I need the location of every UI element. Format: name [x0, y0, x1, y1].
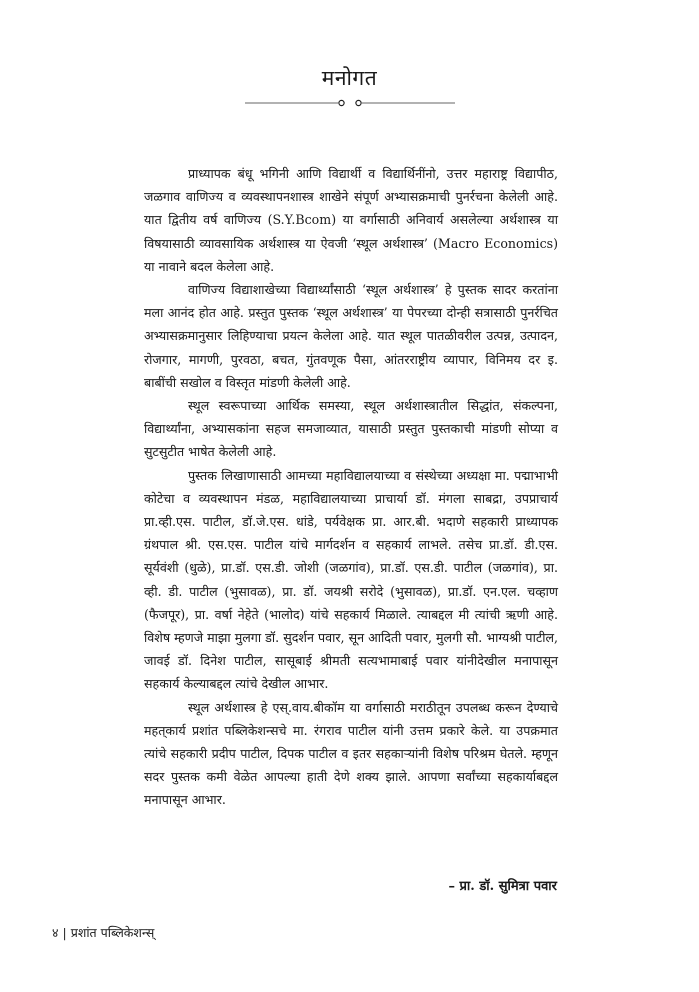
footer-separator: |	[62, 925, 67, 940]
paragraph-3: स्थूल स्वरूपाच्या आर्थिक समस्या, स्थूल अर्थशास्त्रातील सिद्धांत, संकल्पना, विद्यार्थ्यांना, अभ्यासकांना सहज समजाव्यात, यासाठी प्रस्तुत पुस्तकाची मांडणी सोप्या व सुटसुटीत भाषेत केलेली आहे.	[144, 398, 558, 460]
paragraph-5: स्थूल अर्थशास्त्र हे एस्.वाय.बीकॉम या वर्गासाठी मराठीतून उपलब्ध करून देण्याचे महत्‌कार्य प्रशांत पब्लिकेशन्सचे मा. रंगराव पाटील यांनी उत्तम प्रकारे केले. या उपक्रमात त्यांचे सहकारी प्रदीप पाटील, दिपक पाटील व इतर सहकाऱ्यांनी विशेष परिश्रम घेतले. म्हणून सदर पुस्तक कमी वेळेत आपल्या हाती देणे शक्य झाले. आपणा सर्वांच्या सहकार्याबद्दल मनापासून आभार.	[144, 699, 558, 808]
preface-body	[144, 162, 558, 812]
page-title: मनोगत	[321, 66, 378, 90]
page-footer	[52, 924, 154, 941]
paragraph-4: पुस्तक लिखाणासाठी आमच्या महाविद्यालयाच्या व संस्थेच्या अध्यक्षा मा. पद्माभाभी कोटेचा व व्यवस्थापन मंडळ, महाविद्यालयाच्या प्राचार्या डॉ. मंगला साबद्रा, उपप्राचार्य प्रा.व्ही.एस. पाटील, डॉ.जे.एस. धांडे, पर्यवेक्षक प्रा. आर.बी. भदाणे सहकारी प्राध्यापक ग्रंथपाल श्री. एस.एस. पाटील यांचे मार्गदर्शन व सहकार्य लाभले. तसेच प्रा.डॉ. डी.एस. सूर्यवंशी (धुळे), प्रा.डॉ. एस.डी. जोशी (जळगांव), प्रा.डॉ. एस.डी. पाटील (जळगांव), प्रा. व्ही. डी. पाटील (भुसावळ), प्रा. डॉ. जयश्री सरोदे (भुसावळ), प्रा.डॉ. एन.एल. चव्हाण (फैजपूर), प्रा. वर्षा नेहेते (भालोद) यांचे सहकार्य मिळाले. त्याबद्दल मी त्यांची ऋणी आहे. विशेष म्हणजे माझा मुलगा डॉ. सुदर्शन पवार, सून आदिती पवार, मुलगी सौ. भाग्यश्री पाटील, जावई डॉ. दिनेश पाटील, सासूबाई श्रीमती सत्यभामाबाई पवार यांनीदेखील मनापासून सहकार्य केल्याबद्दल त्यांचे देखील आभार.	[144, 467, 558, 692]
title-ornament-divider	[245, 96, 455, 110]
paragraph-2: वाणिज्य विद्याशाखेच्या विद्यार्थ्यांसाठी ‘स्थूल अर्थशास्त्र’ हे पुस्तक सादर करतांना मला आनंद होत आहे. प्रस्तुत पुस्तक ‘स्थूल अर्थशास्त्र’ या पेपरच्या दोन्ही सत्रासाठी पुनर्रचित अभ्यासक्रमानुसार लिहिण्याचा प्रयत्न केलेला आहे. यात स्थूल पातळीवरील उत्पन्न, उत्पादन, रोजगार, मागणी, पुरवठा, बचत, गुंतवणूक पैसा, आंतरराष्ट्रीय व्यापार, विनिमय दर इ. बाबींची सखोल व विस्तृत मांडणी केलेली आहे.	[144, 282, 558, 390]
paragraph-1: प्राध्यापक बंधू भगिनी आणि विद्यार्थी व विद्यार्थिनींनो, उत्तर महाराष्ट्र विद्यापीठ, जळगाव वाणिज्य व व्यवस्थापनशास्त्र शाखेने संपूर्ण अभ्यासक्रमाची पुनर्रचना केलेली आहे. यात द्वितीय वर्ष वाणिज्य (S.Y.Bcom) या वर्गासाठी अनिवार्य असलेल्या अर्थशास्त्र या विषयासाठी व्यावसायिक अर्थशास्त्र या ऐवजी ‘स्थूल अर्थशास्त्र’ (Macro Economics) या नावाने बदल केलेला आहे.	[144, 166, 558, 274]
author-signature: – प्रा. डॉ. सुमित्रा पवार	[448, 879, 557, 894]
publisher-name: प्रशांत पब्लिकेशन्स्	[70, 925, 155, 940]
page-number: ४	[52, 925, 59, 940]
